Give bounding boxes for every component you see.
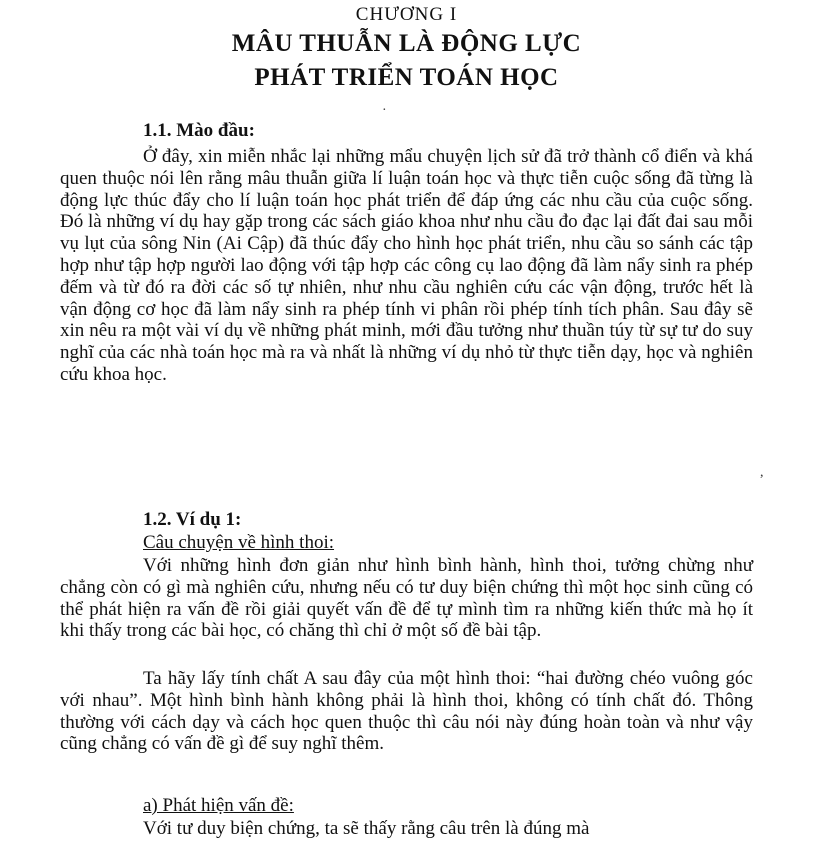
chapter-title-line-1: MÂU THUẪN LÀ ĐỘNG LỰC [231,30,582,57]
chapter-title-line-2: PHÁT TRIỂN TOÁN HỌC [254,64,559,91]
section-1-1-heading: 1.1. Mào đầu: [143,120,255,141]
section-1-1-paragraph: Ở đây, xin miễn nhắc lại những mẩu chuyện lịch sử đã trở thành cổ điển và khá quen thuộc nói lên rằng mâu thuẫn giữa lí luận toán học và thực tiễn cuộc sống đã từng là động lực thúc đẩy cho lí luận toán học phát triển để đáp ứng các nhu cầu của cuộc sống. Đó là những ví dụ hay gặp trong các sách giáo khoa như nhu cầu đo đạc lại đất đai sau mỗi vụ lụt của sông Nin (Ai Cập) đã thúc đẩy cho hình học phát triển, nhu cầu so sánh các tập hợp như tập hợp người lao động với tập hợp các công cụ lao động đã làm nẩy sinh ra phép đếm và từ đó ra đời các số tự nhiên, như nhu cầu nghiên cứu các vận động, trước hết là vận động cơ học đã làm nẩy sinh ra phép tính vi phân rồi phép tính tích phân. Sau đây sẽ xin nêu ra một vài ví dụ về những phát minh, mới đầu tưởng như thuần túy từ sự tư do suy nghĩ của các nhà toán học mà ra và nhất là những ví dụ nhỏ từ thực tiễn dạy, học và nghiên cứu khoa học. [60,146,753,385]
scan-speck: · [382,103,387,118]
section-1-2-subheading: Câu chuyện về hình thoi: [143,532,335,553]
section-1-2-paragraph-2: Ta hãy lấy tính chất A sau đây của một hình thoi: “hai đường chéo vuông góc với nhau”. Một hình bình hành không phải là hình thoi, không có tính chất đó. Thông thường với cách dạy và cách học quen thuộc thì câu nói này đúng hoàn toàn và như vậy cũng chẳng có vấn đề gì để suy nghĩ thêm. [60,668,753,755]
section-1-2-paragraph-1: Với những hình đơn giản như hình bình hành, hình thoi, tưởng chừng như chẳng còn có gì mà nghiên cứu, nhưng nếu có tư duy biện chứng thì một học sinh cũng có thể phát hiện ra vấn đề rồi giải quyết vấn đề để tự mình tìm ra những kiến thức mà họ ít khi thấy trong các bài học, có chăng thì chỉ ở một số đề bài tập. [60,555,753,642]
section-1-2-heading: 1.2. Ví dụ 1: [143,509,242,530]
chapter-label: CHƯƠNG I [355,4,458,25]
subsection-a-heading: a) Phát hiện vấn đề: [143,795,294,816]
section-1-2-paragraph-3: Với tư duy biện chứng, ta sẽ thấy rằng câu trên là đúng mà [143,818,590,839]
scan-speck: , [760,465,764,480]
